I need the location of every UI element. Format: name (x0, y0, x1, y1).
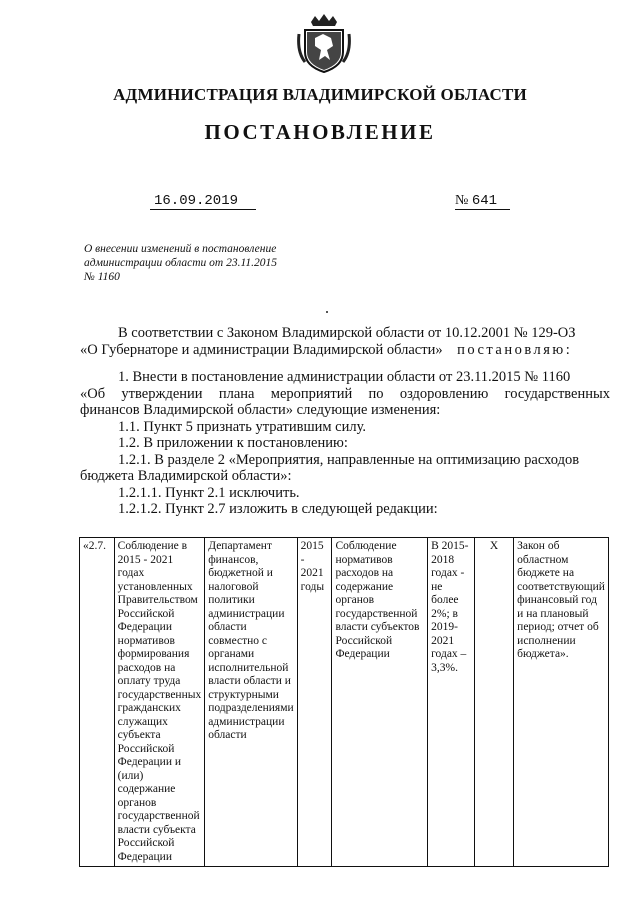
document-body (80, 325, 610, 518)
cell-term: 2015 - 2021 годы (297, 538, 332, 867)
organization-name: АДМИНИСТРАЦИЯ ВЛАДИМИРСКОЙ ОБЛАСТИ (113, 85, 527, 104)
item-1-2-1: 1.2.1. В разделе 2 «Мероприятия, направленные на оптимизацию расходов (118, 451, 580, 468)
table-row (80, 538, 609, 867)
cell-measure: Соблюдение в 2015 - 2021 годах установленных Правительством Российской Федерации нормативов формирования расходов на оплату труда государственных гражданских служащих субъекта Российской Федерации и (или) содержание органов государственной власти субъекта Российской Федерации (114, 538, 205, 867)
item-1-1: 1.1. Пункт 5 признать утратившим силу. (118, 418, 367, 435)
subject-line: администрации области от 23.11.2015 (84, 257, 278, 269)
cell-item-number: «2.7. (80, 538, 115, 867)
preamble-line-2 (80, 342, 610, 359)
preamble-line: В соответствии с Законом Владимирской области от 10.12.2001 № 129-ОЗ (118, 325, 576, 341)
subject-line: О внесении изменений в постановление (84, 243, 277, 255)
subject-line: № 1160 (84, 271, 120, 283)
item-1-line: финансов Владимирской области» следующие изменения: (80, 402, 441, 418)
decree-word: постановляю: (457, 341, 573, 358)
stray-mark (326, 311, 328, 313)
item-1-2-1-2: 1.2.1.2. Пункт 2.7 изложить в следующей редакции: (118, 501, 438, 517)
item-1-2-1-1: 1.2.1.1. Пункт 2.1 исключить. (118, 484, 300, 501)
cell-mark: X (474, 538, 513, 867)
item-1-line: «Об утверждении плана мероприятий по оздоровлению государственных (80, 385, 610, 402)
preamble-law-name: «О Губернаторе и администрации Владимирской области» (80, 341, 443, 358)
number-label: № (455, 193, 469, 208)
item-1-2: 1.2. В приложении к постановлению: (118, 435, 348, 451)
item-1-2-1-cont: бюджета Владимирской области»: (80, 468, 292, 484)
cell-target-value: В 2015-2018 годах - не более 2%; в 2019-2021 годах – 3,3%. (428, 538, 475, 867)
plan-table (79, 537, 609, 867)
item-1-line: 1. Внести в постановление администрации области от 23.11.2015 № 1160 (118, 369, 571, 385)
number-value: 641 (471, 193, 498, 209)
coat-of-arms-icon (297, 12, 351, 74)
cell-indicator: Соблюдение нормативов расходов на содержание органов государственной власти субъектов Российской Федерации (332, 538, 428, 867)
cell-document: Закон об областном бюджете на соответствующий финансовый год и на плановый период; отчет об исполнении бюджета». (514, 538, 609, 867)
cell-executor: Департамент финансов, бюджетной и налоговой политики администрации области совместно с органами исполнительной власти области и структурными подразделениями администрации области (205, 538, 297, 867)
document-number (455, 193, 510, 210)
document-type-title: ПОСТАНОВЛЕНИЕ (204, 120, 436, 144)
document-subject (84, 242, 324, 284)
document-date: 16.09.2019 (150, 193, 256, 210)
